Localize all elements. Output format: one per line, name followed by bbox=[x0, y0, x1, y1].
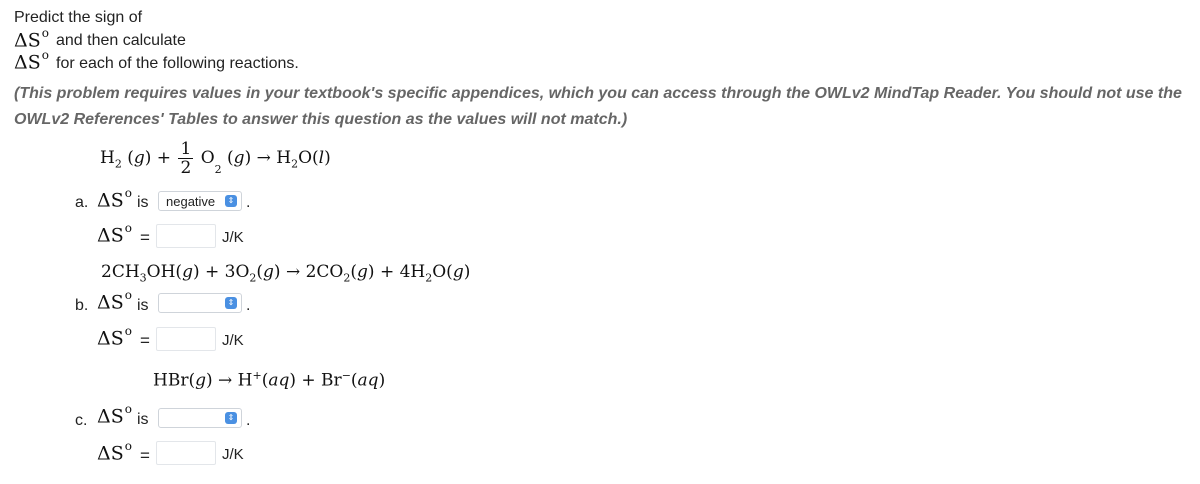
delta-s-symbol: $\Delta S^o$ bbox=[14, 26, 49, 52]
delta-s-input-a[interactable] bbox=[156, 224, 216, 248]
textbook-note: (This problem requires values in your textbook's specific appendices, which you can access through the OWLv2 MindTap Reader. You should not use the OWLv2 References' Tables to answer this question as the values will not match.) bbox=[14, 85, 1182, 128]
up-down-chevron-icon: ⇕ bbox=[225, 297, 237, 309]
delta-s-symbol: $\Delta S^o$ bbox=[97, 288, 132, 314]
delta-s-symbol: $\Delta S^o$ bbox=[97, 186, 132, 212]
delta-s-symbol: $\Delta S^o$ bbox=[97, 324, 132, 350]
is-label: is bbox=[137, 411, 149, 428]
reaction-a-equation: $H_2$ (g) + $\frac{1}{2}$ $O_2$ $(g) \to H_2O(l)$ bbox=[100, 139, 331, 178]
intro-line-1: Predict the sign of bbox=[14, 9, 143, 26]
up-down-chevron-icon: ⇕ bbox=[225, 195, 237, 207]
sign-select-c[interactable] bbox=[158, 408, 242, 428]
delta-s-symbol: $\Delta S^o$ bbox=[97, 221, 132, 247]
period: . bbox=[246, 412, 251, 429]
is-label: is bbox=[137, 194, 149, 211]
is-label: is bbox=[137, 297, 149, 314]
unit-label: J/K bbox=[222, 332, 244, 349]
unit-label: J/K bbox=[222, 446, 244, 463]
part-c-letter: c. bbox=[75, 412, 88, 429]
part-b-letter: b. bbox=[75, 297, 89, 314]
part-a-letter: a. bbox=[75, 194, 89, 211]
intro-line-3: for each of the following reactions. bbox=[56, 55, 299, 72]
delta-s-input-b[interactable] bbox=[156, 327, 216, 351]
delta-s-symbol: $\Delta S^o$ bbox=[97, 439, 132, 465]
reaction-b-equation: $2CH_3OH(g) + 3O_2(g) \to 2CO_2(g) + 4H_2O(g)$ bbox=[101, 262, 471, 285]
reaction-c-equation: HBr(g) → H+(aq) + Br−(aq) bbox=[153, 369, 386, 391]
sign-select-a[interactable] bbox=[158, 191, 242, 211]
equals-sign: = bbox=[140, 446, 150, 465]
delta-s-input-c[interactable] bbox=[156, 441, 216, 465]
sign-select-a-value: negative bbox=[166, 194, 216, 209]
delta-s-symbol: $\Delta S^o$ bbox=[14, 48, 49, 74]
period: . bbox=[246, 297, 251, 314]
equals-sign: = bbox=[140, 228, 150, 247]
sign-select-b[interactable] bbox=[158, 293, 242, 313]
delta-s-symbol: $\Delta S^o$ bbox=[97, 402, 132, 428]
unit-label: J/K bbox=[222, 229, 244, 246]
up-down-chevron-icon: ⇕ bbox=[225, 412, 237, 424]
equals-sign: = bbox=[140, 331, 150, 350]
intro-line-2: and then calculate bbox=[56, 32, 186, 49]
period: . bbox=[246, 194, 251, 211]
